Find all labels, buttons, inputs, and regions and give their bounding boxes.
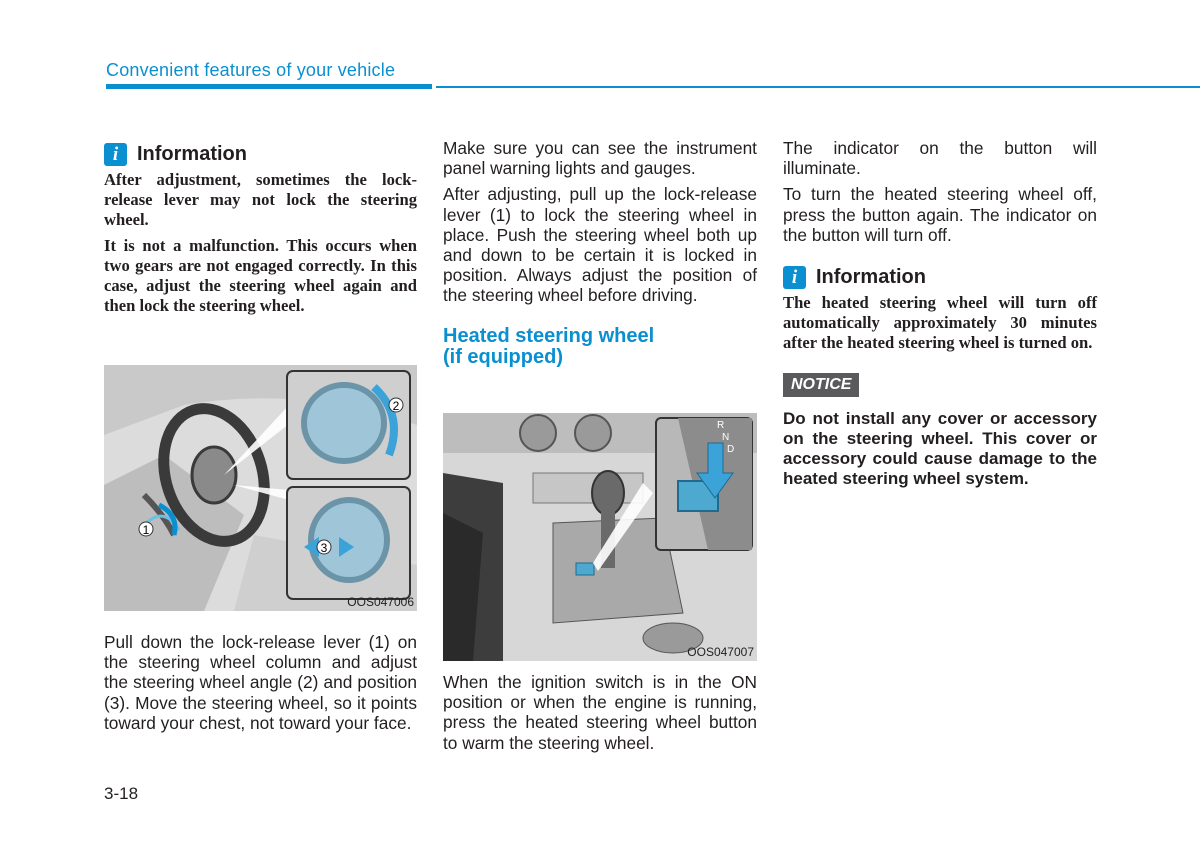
chapter-title: Convenient features of your vehicle xyxy=(106,60,396,80)
callout-3: 3 xyxy=(320,541,328,555)
figure-code: OOS047006 xyxy=(347,595,414,609)
section-title-sub: (if equipped) xyxy=(443,345,563,368)
heated-wheel-button-illustration xyxy=(443,413,757,661)
console-drawing xyxy=(443,413,757,661)
steering-adjust-illustration xyxy=(104,365,417,611)
notice-badge: NOTICE xyxy=(783,373,859,397)
info-paragraph: The heated steering wheel will turn off automatically approximately 30 minutes after the heated steering wheel is turned on. xyxy=(783,293,1097,353)
callout-1: 1 xyxy=(142,523,150,537)
steering-adjust-drawing xyxy=(104,365,417,611)
section-title: Heated steering wheel xyxy=(443,324,655,347)
figure-code: OOS047007 xyxy=(687,645,754,659)
body-paragraph: Pull down the lock-release lever (1) on the steering wheel column and adjust the steering wheel angle (2) and position (3). Move the steering wheel, so it points toward your chest, not toward your face. xyxy=(104,632,417,733)
info-label: Information xyxy=(137,142,247,165)
column-3 xyxy=(783,138,1097,489)
info-heading xyxy=(783,265,1097,289)
inset-bottom xyxy=(287,487,410,599)
gear-n: N xyxy=(722,432,730,443)
info-heading xyxy=(104,142,417,166)
gear-d: D xyxy=(727,444,735,455)
callout-2: 2 xyxy=(392,399,400,413)
body-paragraph: When the ignition switch is in the ON position or when the engine is running, press the heated steering wheel button to warm the steering wheel. xyxy=(443,672,757,753)
header-rule xyxy=(436,86,1200,88)
info-paragraph: After adjustment, sometimes the lock-release lever may not lock the steering wheel. xyxy=(104,170,417,230)
inset-top xyxy=(287,371,410,479)
body-paragraph: To turn the heated steering wheel off, press the button again. The indicator on the button will turn off. xyxy=(783,184,1097,245)
page-number: 3-18 xyxy=(104,784,139,803)
header-bar xyxy=(106,84,432,89)
info-paragraph: It is not a malfunction. This occurs when two gears are not engaged correctly. In this case, adjust the steering wheel again and then lock the steering wheel. xyxy=(104,235,417,316)
column-1 xyxy=(104,138,417,321)
column-2 xyxy=(443,138,757,368)
body-paragraph: After adjusting, pull up the lock-release lever (1) to lock the steering wheel in place. Push the steering wheel both up and down to be certain it is locked in position. Always adjust the position of the steering wheel before driving. xyxy=(443,184,757,306)
info-icon: i xyxy=(783,266,806,289)
info-icon: i xyxy=(104,143,127,166)
body-paragraph: The indicator on the button will illuminate. xyxy=(783,138,1097,179)
info-label: Information xyxy=(816,265,926,288)
column-2-body xyxy=(443,672,757,759)
notice-text: Do not install any cover or accessory on the steering wheel. This cover or accessory could cause damage to the heated steering wheel system. xyxy=(783,408,1097,489)
column-1-body xyxy=(104,632,417,739)
body-paragraph: Make sure you can see the instrument panel warning lights and gauges. xyxy=(443,138,757,179)
gear-r: R xyxy=(717,420,725,431)
